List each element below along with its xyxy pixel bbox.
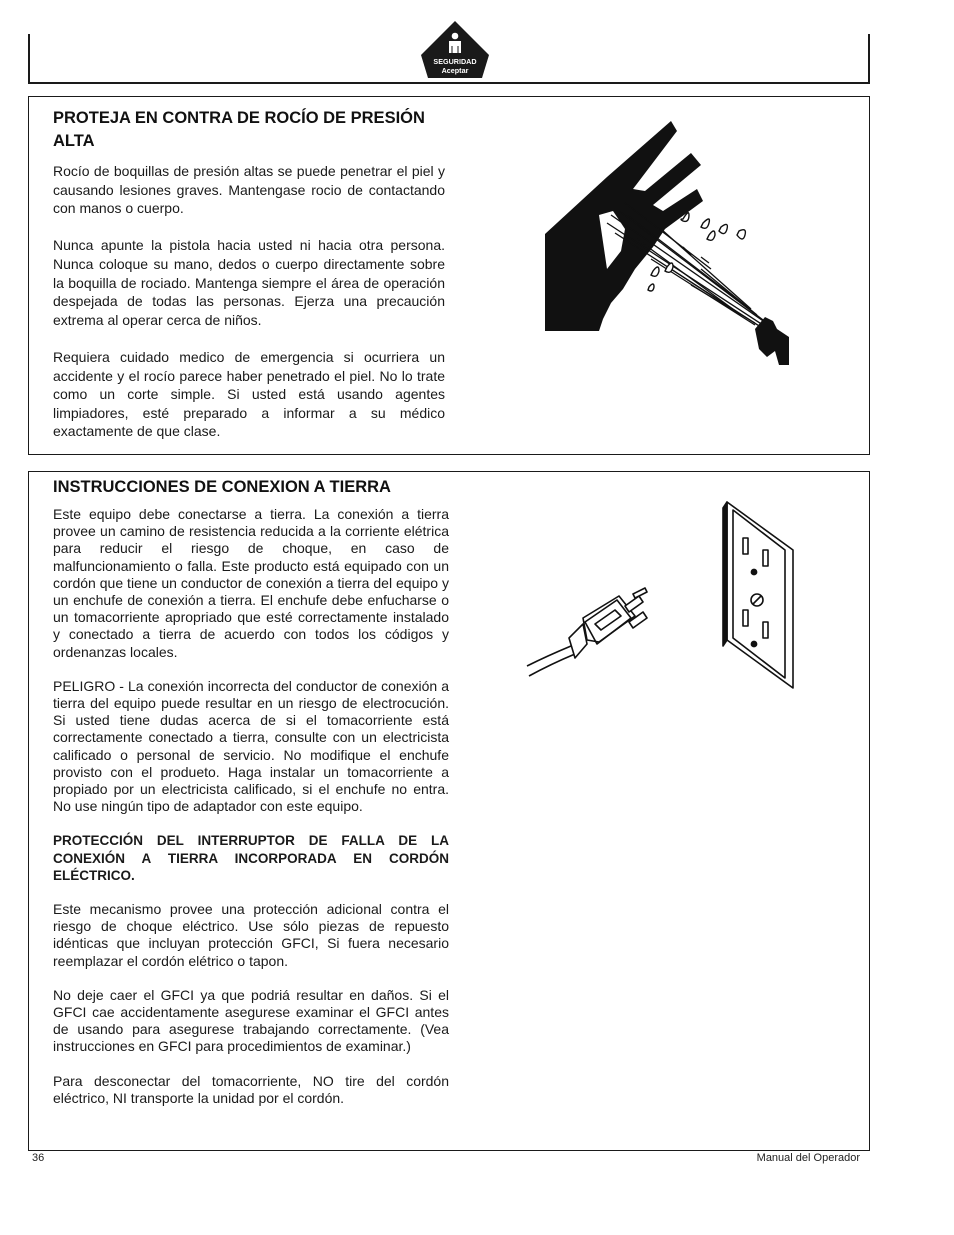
badge-line2: Aceptar [441, 66, 469, 75]
section1-text [53, 107, 445, 460]
safety-alert-person-icon [420, 20, 490, 80]
section2-paragraph: Este equipo debe conectarse a tierra. La conexión a tierra provee un camino de resistencia reducida a la corriente elétrica para reducir el riesgo de choque, en caso de malfuncionamiento o falla. Este producto está equipado con un cordón que tiene un conductor de conexión a tierra del equipo y un enchufe de conexión a tierra. El enchufe debe enfucharse o un tomacorriente apropriado que esté correctamente instalado y conectado a tierra de acuerdo con todos los códigos y ordenanzas locales. [53, 506, 449, 660]
manual-title: Manual del Operador [756, 1152, 860, 1164]
section2-title: INSTRUCCIONES DE CONEXION A TIERRA [53, 478, 391, 496]
section2-paragraph: No deje caer el GFCI ya que podriá resultar en daños. Si el GFCI cae accidentamente asegurese examinar el GFCI antes de usando para asegurese trabajando correctamente. (Vea instrucciones en GFCI para procedimientos de examinar.) [53, 986, 449, 1055]
section2-paragraph: Este mecanismo provee una protección adicional contra el riesgo de choque eléctrico. Use sólo piezas de repuesto idénticas que incluyan protección GFCI, Si fuera necesario reemplazar el cordón elétrico o tapon. [53, 901, 449, 969]
section2-text [53, 476, 449, 1124]
section-pressure-spray [28, 96, 870, 455]
section2-paragraph: PELIGRO - La conexión incorrecta del conductor de conexión a tierra del equipo puede resultar en un riesgo de electrocución. Si usted tiene dudas acerca de si el tomacorriente está correctamente conectado a tierra, consulte con un electricista calificado o personal de servicio. No modifique el enchufe provisto con el produeto. Haga instalar un tomacorriente a propiado por un electricista calificado, si el enchufe no entra. No use ningún tipo de adaptador con este equipo. [53, 677, 449, 815]
section-grounding [28, 471, 870, 1151]
section2-subheading: PROTECCIÓN DEL INTERRUPTOR DE FALLA DE LA CONEXIÓN A TIERRA INCORPORADA EN CORDÓN ELÉCTRICO. [53, 833, 449, 883]
high-pressure-spray-hand-icon [541, 119, 791, 371]
section1-paragraph: Nunca apunte la pistola hacia usted ni hacia otra persona. Nunca coloque su mano, dedos o cuerpo directamente sobre la boquilla de rociado. Mantenga siempre el área de operación despejada de todas las personas. Ejerza una precaución extrema al operar cerca de niños. [53, 237, 445, 328]
section1-title: PROTEJA EN CONTRA DE ROCÍO DE PRESIÓN ALTA [53, 109, 425, 150]
section1-paragraph: Rocío de boquillas de presión altas se puede penetrar el piel y causando lesiones graves. Mantengase rocio de contactando con manos o cuerpo. [53, 163, 445, 217]
plug-and-outlet-icon [525, 498, 795, 694]
section1-paragraph: Requiera cuidado medico de emergencia si ocurriera un accidente y el rocío parece haber penetrado el piel. No lo trate como un corte simple. Si usted está usando agentes limpiadores, esté preparado a informar a su médico exactamente de que clase. [53, 348, 445, 440]
section2-paragraph: Para desconectar del tomacorriente, NO tire del cordón eléctrico, NI transporte la unidad por el cordón. [53, 1072, 449, 1106]
badge-line1: SEGURIDAD [433, 57, 477, 66]
safety-badge [420, 20, 490, 80]
page-number: 36 [32, 1152, 45, 1164]
